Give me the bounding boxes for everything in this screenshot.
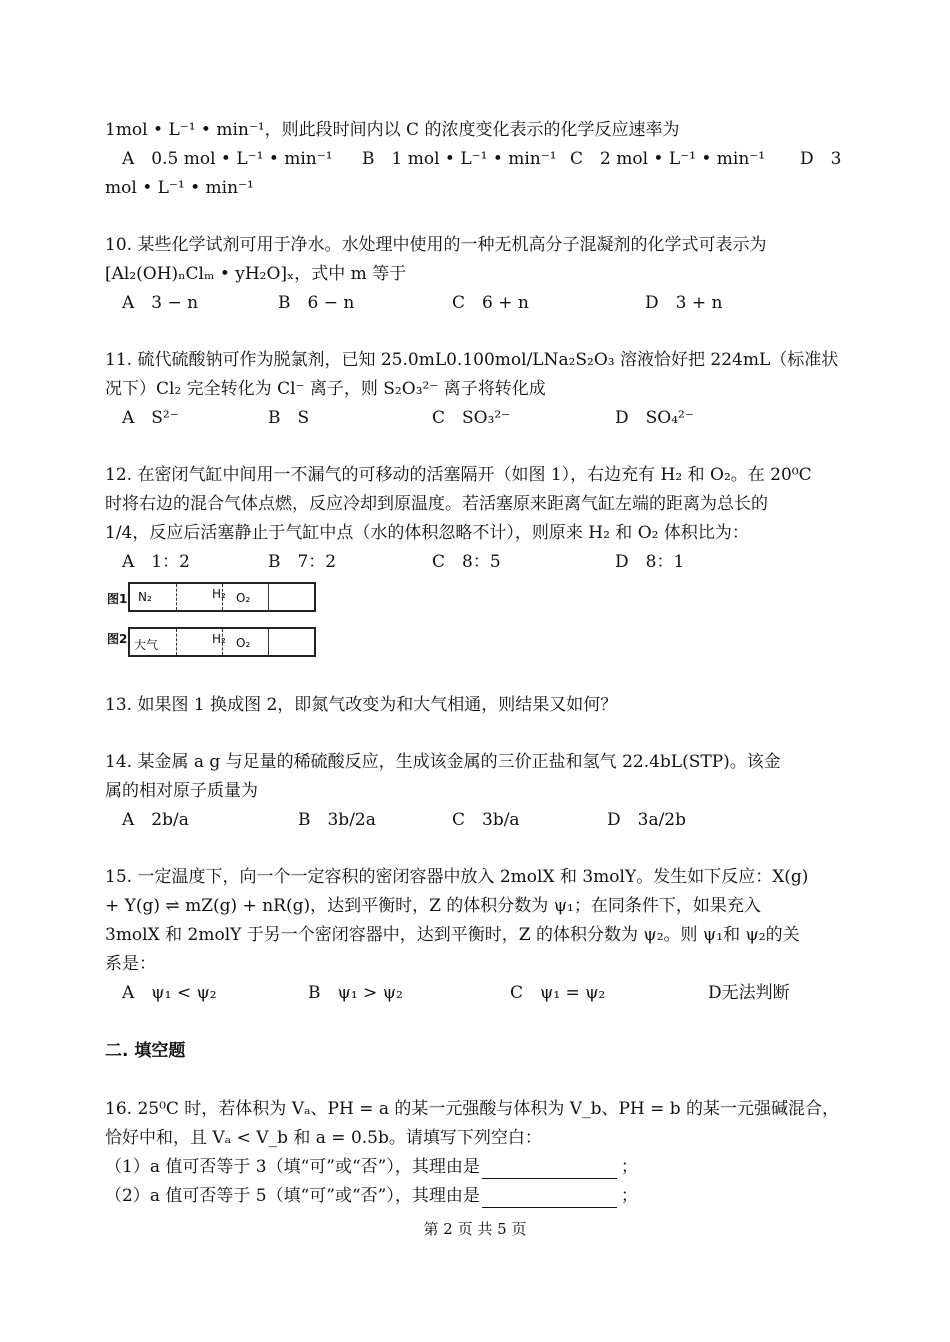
q11-option-d: D SO₄²⁻	[615, 408, 694, 428]
q13-stem: 13. 如果图 1 换成图 2，即氮气改变为和大气相通，则结果又如何？	[105, 695, 618, 715]
q14-stem-line1: 14. 某金属 a g 与足量的稀硫酸反应，生成该金属的三价正盐和氢气 22.4bL(STP)。该金	[105, 752, 781, 772]
q14-option-b: B 3b/2a	[298, 810, 376, 830]
q12-option-b: B 7：2	[268, 552, 337, 572]
q15-stem-line4: 系是：	[105, 954, 156, 974]
figure-2-piston	[176, 629, 177, 655]
q16-sub1-end: ；	[620, 1157, 638, 1177]
q16-subquestion-1	[105, 1155, 638, 1179]
q10-option-c: C 6 + n	[452, 293, 529, 313]
q16-stem-line2: 恰好中和，且 Vₐ < V_b 和 a = 0.5b。请填写下列空白：	[105, 1128, 542, 1148]
q14-option-d: D 3a/2b	[607, 810, 687, 830]
q12-option-a: A 1：2	[122, 552, 190, 572]
q11-stem-line2: 况下）Cl₂ 完全转化为 Cl⁻ 离子，则 S₂O₃²⁻ 离子将转化成	[105, 379, 546, 399]
q14-option-c: C 3b/a	[452, 810, 520, 830]
q15-option-c: C ψ₁ = ψ₂	[510, 983, 606, 1003]
q15-option-a: A ψ₁ < ψ₂	[122, 983, 217, 1003]
figure-2-label: 图2	[107, 632, 128, 646]
section-2-title: 二. 填空题	[105, 1041, 186, 1061]
q15-option-b: B ψ₁ > ψ₂	[308, 983, 403, 1003]
q9-option-c: C 2 mol • L⁻¹ • min⁻¹	[570, 149, 766, 169]
q16-sub2-text: （2）a 值可否等于 5（填“可”或“否”），其理由是	[105, 1186, 480, 1206]
figure-2-h2: H₂	[212, 632, 226, 646]
figure-2-divider	[268, 629, 269, 655]
q11-option-b: B S	[268, 408, 310, 428]
q11-option-c: C SO₃²⁻	[432, 408, 511, 428]
figure-1-left-gas: N₂	[138, 590, 152, 604]
q9-option-d-unit: mol • L⁻¹ • min⁻¹	[105, 178, 254, 198]
figure-1-label: 图1	[107, 592, 128, 606]
q16-stem-line1: 16. 25⁰C 时，若体积为 Vₐ、PH = a 的某一元强酸与体积为 V_b、PH = b 的某一元强碱混合，	[105, 1099, 840, 1119]
q12-option-d: D 8：1	[615, 552, 685, 572]
figure-1-o2: O₂	[236, 591, 251, 605]
q14-stem-line2: 属的相对原子质量为	[105, 781, 258, 801]
q9-option-d: D 3	[800, 149, 842, 169]
q10-option-d: D 3 + n	[645, 293, 723, 313]
q12-option-c: C 8：5	[432, 552, 501, 572]
q9-option-a: A 0.5 mol • L⁻¹ • min⁻¹	[122, 149, 333, 169]
q10-stem-line1: 10. 某些化学试剂可用于净水。水处理中使用的一种无机高分子混凝剂的化学式可表示为	[105, 235, 767, 255]
q11-stem-line1: 11. 硫代硫酸钠可作为脱氯剂，已知 25.0mL0.100mol/LNa₂S₂O₃ 溶液恰好把 224mL（标准状	[105, 350, 839, 370]
q16-sub1-answer-blank[interactable]	[482, 1161, 617, 1179]
q15-stem-line1: 15. 一定温度下，向一个一定容积的密闭容器中放入 2molX 和 3molY。发生如下反应：X(g)	[105, 867, 809, 887]
q10-option-a: A 3 − n	[122, 293, 199, 313]
figure-2-left-gas: 大气	[134, 638, 159, 652]
q14-option-a: A 2b/a	[122, 810, 189, 830]
q15-stem-line3: 3molX 和 2molY 于另一个密闭容器中，达到平衡时，Z 的体积分数为 ψ₂。则 ψ₁和 ψ₂的关	[105, 925, 800, 945]
figure-2-o2: O₂	[236, 636, 251, 650]
figure-1-piston	[176, 584, 177, 610]
figure-1-h2: H₂	[212, 587, 226, 601]
q9-option-b: B 1 mol • L⁻¹ • min⁻¹	[362, 149, 557, 169]
q16-subquestion-2	[105, 1184, 638, 1208]
q16-sub2-answer-blank[interactable]	[482, 1190, 617, 1208]
q15-option-d: D无法判断	[708, 983, 790, 1003]
page-footer: 第 2 页 共 5 页	[423, 1220, 527, 1238]
q10-option-b: B 6 − n	[278, 293, 355, 313]
q9-continuation: 1mol • L⁻¹ • min⁻¹，则此段时间内以 C 的浓度变化表示的化学反应速率为	[105, 120, 680, 140]
q12-stem-line2: 时将右边的混合气体点燃，反应冷却到原温度。若活塞原来距离气缸左端的距离为总长的	[105, 494, 768, 514]
q16-sub1-text: （1）a 值可否等于 3（填“可”或“否”），其理由是	[105, 1157, 480, 1177]
q12-stem-line1: 12. 在密闭气缸中间用一不漏气的可移动的活塞隔开（如图 1），右边充有 H₂ 和 O₂。在 20⁰C	[105, 465, 812, 485]
q10-stem-line2: [Al₂(OH)ₙClₘ • yH₂O]ₓ，式中 m 等于	[105, 264, 407, 284]
q16-sub2-end: ；	[620, 1186, 638, 1206]
figure-1-divider	[268, 584, 269, 610]
q11-option-a: A S²⁻	[122, 408, 179, 428]
q12-stem-line3: 1/4，反应后活塞静止于气缸中点（水的体积忽略不计），则原来 H₂ 和 O₂ 体积比为：	[105, 523, 749, 543]
q15-stem-line2: + Y(g) ⇌ mZ(g) + nR(g)，达到平衡时，Z 的体积分数为 ψ₁；在同条件下，如果充入	[105, 896, 761, 916]
